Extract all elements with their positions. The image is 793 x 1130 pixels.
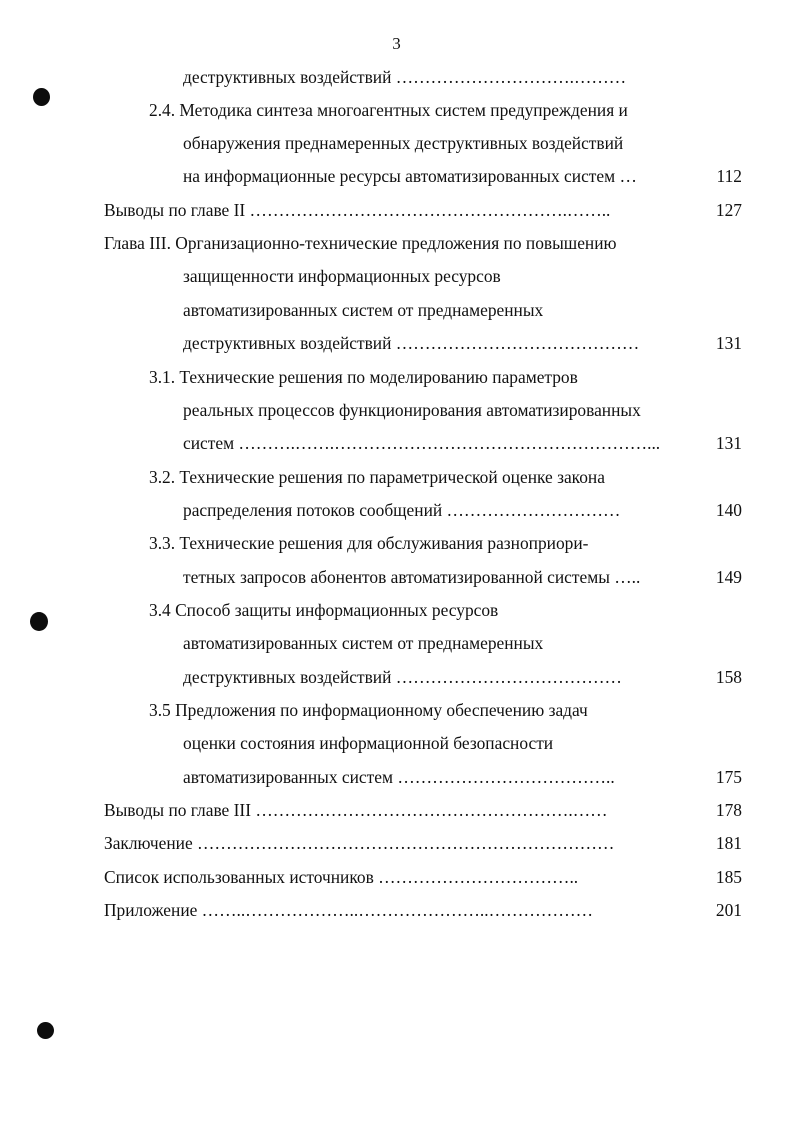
toc-line: Глава III. Организационно-технические предложения по повышению	[104, 233, 617, 253]
toc-page-number: 201	[715, 900, 742, 920]
toc-page-number: 181	[715, 833, 742, 853]
toc-line: Список использованных источников ……………………………..	[104, 867, 579, 887]
toc-page-number: 175	[715, 767, 742, 787]
toc-page-number: 112	[716, 166, 742, 186]
toc-line: деструктивных воздействий …………………………………	[183, 667, 622, 687]
toc-line: 3.5 Предложения по информационному обеспечению задач	[149, 700, 588, 720]
page-number: 3	[392, 34, 401, 53]
table-of-contents	[0, 62, 793, 942]
toc-line: на информационные ресурсы автоматизированных систем …	[183, 166, 637, 186]
toc-page-number: 178	[715, 800, 742, 820]
toc-line: реальных процессов функционирования автоматизированных	[183, 400, 641, 420]
toc-line: Приложение ……..………………..…………………..………………	[104, 900, 593, 920]
toc-page-number: 131	[715, 433, 742, 453]
toc-line: систем ……….…….………………………………………………...	[183, 433, 661, 453]
toc-line: Выводы по главе III ……………………………………………….……	[104, 800, 608, 820]
toc-page-number: 140	[715, 500, 742, 520]
toc-line: деструктивных воздействий ………………………….………	[183, 67, 627, 87]
toc-line: 3.1. Технические решения по моделированию параметров	[149, 367, 578, 387]
toc-line: деструктивных воздействий ……………………………………	[183, 333, 640, 353]
toc-page-number: 127	[715, 200, 742, 220]
toc-line: 2.4. Методика синтеза многоагентных систем предупреждения и	[149, 100, 628, 120]
toc-page-number: 185	[715, 867, 742, 887]
toc-line: Заключение ………………………………………………………………	[104, 833, 615, 853]
toc-line: автоматизированных систем от преднамеренных	[183, 633, 544, 653]
toc-line: 3.3. Технические решения для обслуживания разноприори-	[149, 533, 589, 553]
toc-line: 3.2. Технические решения по параметрической оценке закона	[149, 467, 605, 487]
toc-line: распределения потоков сообщений …………………………	[183, 500, 621, 520]
toc-page-number: 158	[715, 667, 742, 687]
toc-line: защищенности информационных ресурсов	[183, 266, 501, 286]
toc-line: автоматизированных систем от преднамеренных	[183, 300, 544, 320]
toc-line: тетных запросов абонентов автоматизированной системы …..	[183, 567, 641, 587]
toc-page-number: 131	[715, 333, 742, 353]
toc-line: 3.4 Способ защиты информационных ресурсов	[149, 600, 499, 620]
toc-line: оценки состояния информационной безопасности	[183, 733, 554, 753]
scan-blot-bottom	[37, 1022, 54, 1039]
scan-blot-top	[33, 88, 50, 106]
toc-line: обнаружения преднамеренных деструктивных воздействий	[183, 133, 624, 153]
toc-line: Выводы по главе II ……………………………………………….……..	[104, 200, 611, 220]
toc-line: автоматизированных систем ………………………………..	[183, 767, 615, 787]
toc-page-number: 149	[715, 567, 742, 587]
scan-blot-middle	[30, 612, 48, 631]
